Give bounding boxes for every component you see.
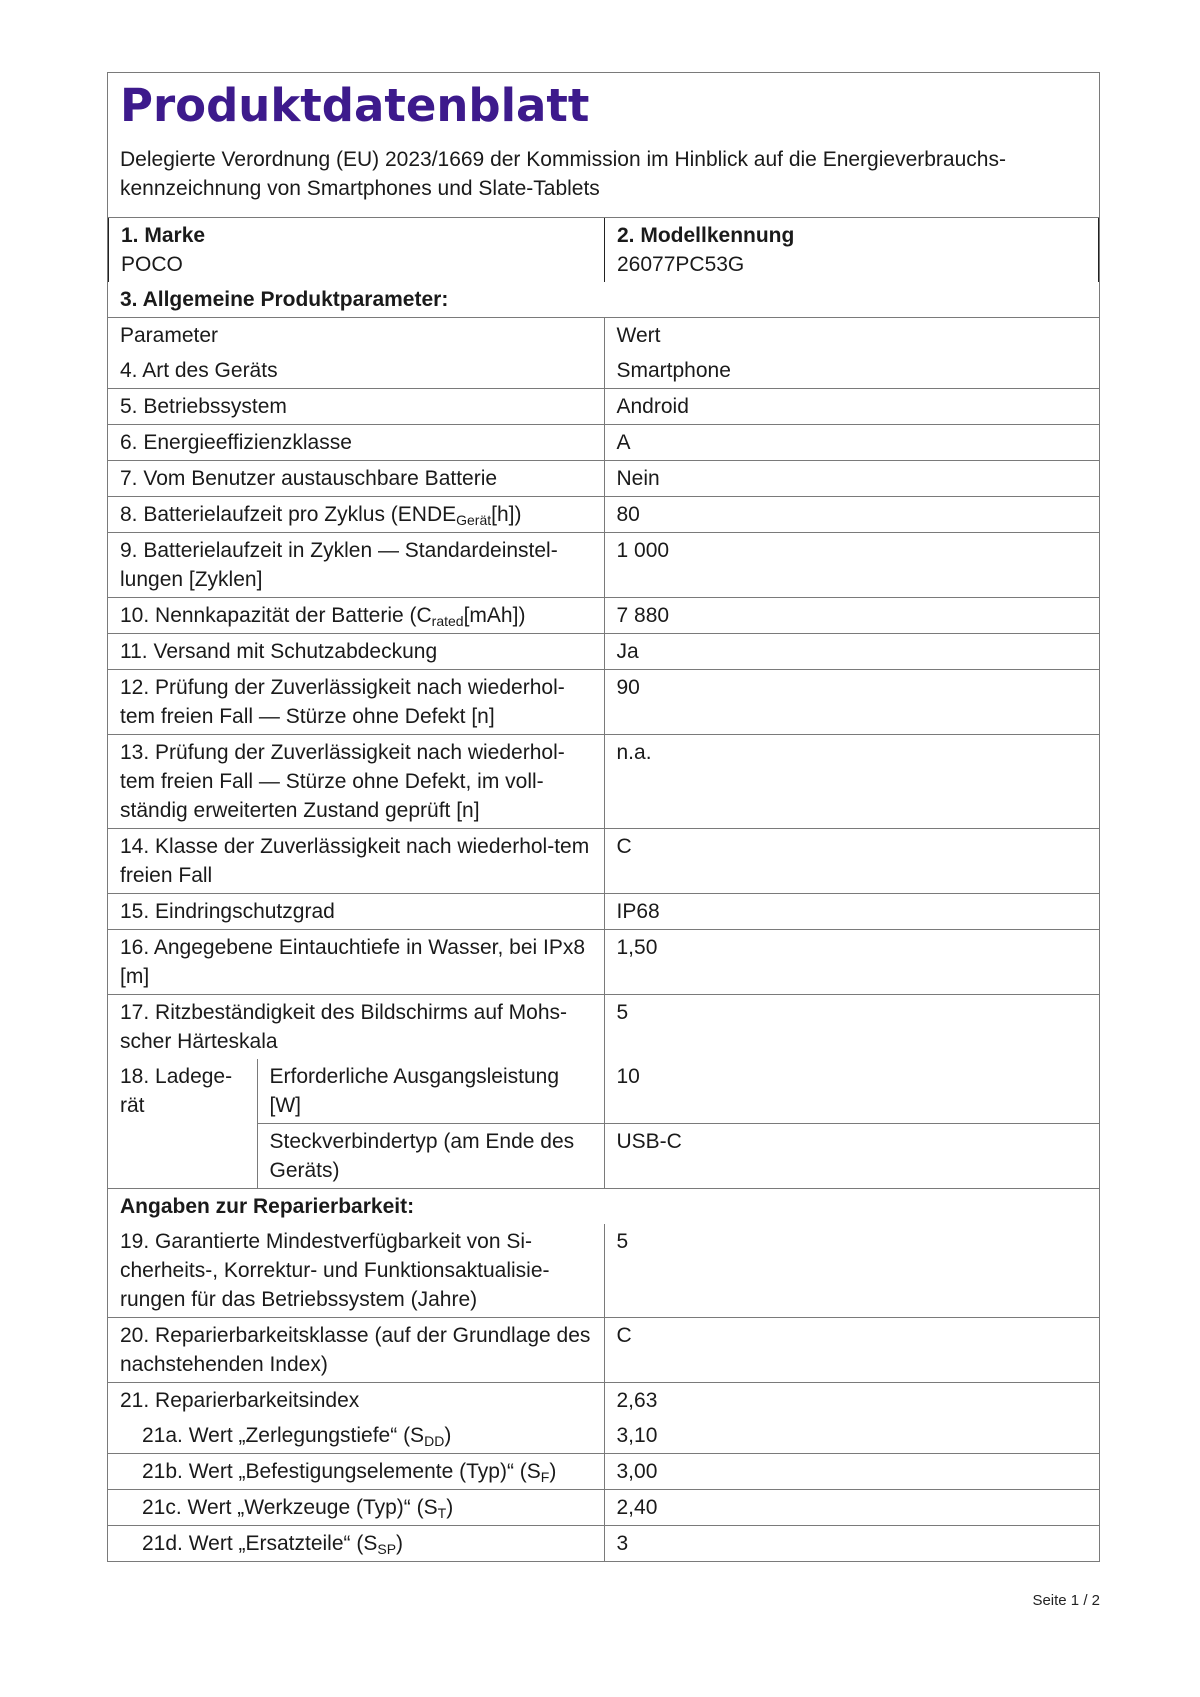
parameter-rows bbox=[108, 353, 1099, 1059]
general-section-row bbox=[108, 282, 1099, 318]
label-text: 8. Batterielaufzeit pro Zyklus (ENDE bbox=[120, 503, 457, 526]
parameter-label: 19. Garantierte Mindestverfügbarkeit von Si-cherheits-, Korrektur- und Funktionsaktualisie-rungen für das Betriebssystem (Jahre) bbox=[108, 1224, 604, 1318]
value-header: Wert bbox=[604, 318, 1099, 354]
charger-connector-row bbox=[108, 1124, 1099, 1189]
table-row bbox=[108, 1490, 1099, 1526]
model-value: 26077PC53G bbox=[617, 253, 745, 276]
parameter-label bbox=[108, 497, 604, 533]
parameter-value: 2,40 bbox=[604, 1490, 1099, 1526]
parameter-value: 2,63 bbox=[604, 1383, 1099, 1419]
parameter-label: 17. Ritzbeständigkeit des Bildschirms auf Mohs-scher Härteskala bbox=[108, 995, 604, 1060]
label-subscript: DD bbox=[424, 1433, 445, 1449]
table-row bbox=[108, 634, 1099, 670]
parameter-value: Ja bbox=[604, 634, 1099, 670]
identity-table bbox=[108, 218, 1099, 282]
label-subscript: rated bbox=[431, 613, 464, 629]
parameter-label: 21. Reparierbarkeitsindex bbox=[108, 1383, 604, 1419]
parameter-value: 3,10 bbox=[604, 1418, 1099, 1454]
page-number: Seite 1 / 2 bbox=[1032, 1592, 1100, 1609]
parameter-value: 3,00 bbox=[604, 1454, 1099, 1490]
parameter-label: 20. Reparierbarkeitsklasse (auf der Grundlage des nachstehenden Index) bbox=[108, 1318, 604, 1383]
label-text: 21b. Wert „Befestigungselemente (Typ)“ (S bbox=[142, 1460, 541, 1483]
parameter-value: 90 bbox=[604, 670, 1099, 735]
parameter-label bbox=[108, 1418, 604, 1454]
charger-output-label: Erforderliche Ausgangsleistung [W] bbox=[257, 1059, 604, 1124]
general-section-heading: 3. Allgemeine Produktparameter: bbox=[108, 282, 1099, 318]
label-subscript: T bbox=[437, 1505, 447, 1521]
parameter-value: Smartphone bbox=[604, 353, 1099, 389]
repair-rows bbox=[108, 1224, 1099, 1418]
parameter-value: C bbox=[604, 1318, 1099, 1383]
label-text: 21d. Wert „Ersatzteile“ (S bbox=[142, 1532, 378, 1555]
charger-label: 18. Ladege-rät bbox=[108, 1059, 257, 1189]
parameter-label: 14. Klasse der Zuverlässigkeit nach wiederhol-tem freien Fall bbox=[108, 829, 604, 894]
table-row bbox=[108, 497, 1099, 533]
label-subscript: F bbox=[540, 1469, 550, 1485]
label-text: 21a. Wert „Zerlegungstiefe“ (S bbox=[142, 1424, 425, 1447]
label-subscript: SP bbox=[377, 1541, 397, 1557]
sheet-header bbox=[108, 73, 1099, 218]
parameter-label: 4. Art des Geräts bbox=[108, 353, 604, 389]
parameter-label: 16. Angegebene Eintauchtiefe in Wasser, bei IPx8 [m] bbox=[108, 930, 604, 995]
table-row bbox=[108, 829, 1099, 894]
table-row bbox=[108, 425, 1099, 461]
parameter-value: 5 bbox=[604, 995, 1099, 1060]
table-row bbox=[108, 995, 1099, 1060]
parameter-label bbox=[108, 1490, 604, 1526]
label-text-end: ) bbox=[396, 1532, 404, 1555]
brand-value: POCO bbox=[121, 253, 183, 276]
table-row bbox=[108, 533, 1099, 598]
table-row bbox=[108, 1318, 1099, 1383]
repair-section-heading: Angaben zur Reparierbarkeit: bbox=[108, 1189, 1099, 1225]
parameter-value: Android bbox=[604, 389, 1099, 425]
parameter-label: 9. Batterielaufzeit in Zyklen — Standardeinstel-lungen [Zyklen] bbox=[108, 533, 604, 598]
table-row bbox=[108, 389, 1099, 425]
charger-output-row bbox=[108, 1059, 1099, 1124]
parameter-value: C bbox=[604, 829, 1099, 894]
label-text-end: ) bbox=[549, 1460, 557, 1483]
table-row bbox=[108, 598, 1099, 634]
parameter-value: A bbox=[604, 425, 1099, 461]
label-text-end: ) bbox=[444, 1424, 452, 1447]
parameter-label: 6. Energieeffizienzklasse bbox=[108, 425, 604, 461]
parameter-label bbox=[108, 1526, 604, 1562]
label-text: 21c. Wert „Werkzeuge (Typ)“ (S bbox=[142, 1496, 438, 1519]
table-row bbox=[108, 930, 1099, 995]
parameter-value: 80 bbox=[604, 497, 1099, 533]
product-data-sheet bbox=[107, 72, 1100, 1562]
parameter-label: 11. Versand mit Schutzabdeckung bbox=[108, 634, 604, 670]
brand-cell bbox=[109, 218, 605, 282]
page-title: Produktdatenblatt bbox=[120, 79, 590, 132]
column-header-row bbox=[108, 318, 1099, 354]
label-subscript: Gerät bbox=[456, 512, 492, 528]
regulation-subtitle: Delegierte Verordnung (EU) 2023/1669 der Kommission im Hinblick auf die Energieverbrauchs-kennzeichnung von Smartphones und Slate-Tablets bbox=[120, 148, 1006, 200]
parameter-value: 7 880 bbox=[604, 598, 1099, 634]
param-header: Parameter bbox=[108, 318, 604, 354]
label-text-end: [h]) bbox=[491, 503, 522, 526]
parameter-label: 12. Prüfung der Zuverlässigkeit nach wiederhol-tem freien Fall — Stürze ohne Defekt [n] bbox=[108, 670, 604, 735]
label-text: 10. Nennkapazität der Batterie (C bbox=[120, 604, 432, 627]
table-row bbox=[108, 1383, 1099, 1419]
parameter-value: 5 bbox=[604, 1224, 1099, 1318]
charger-connector-value: USB-C bbox=[604, 1124, 1099, 1189]
table-row bbox=[108, 894, 1099, 930]
parameter-label bbox=[108, 598, 604, 634]
charger-output-value: 10 bbox=[604, 1059, 1099, 1124]
table-row bbox=[108, 353, 1099, 389]
model-label: 2. Modellkennung bbox=[617, 224, 795, 247]
label-text-end: [mAh]) bbox=[463, 604, 526, 627]
table-row bbox=[108, 1454, 1099, 1490]
table-row bbox=[108, 1224, 1099, 1318]
parameter-label: 5. Betriebssystem bbox=[108, 389, 604, 425]
repair-section-row bbox=[108, 1189, 1099, 1225]
table-row bbox=[108, 1418, 1099, 1454]
table-row bbox=[108, 1526, 1099, 1562]
parameter-label: 13. Prüfung der Zuverlässigkeit nach wiederhol-tem freien Fall — Stürze ohne Defekt, im voll-ständig erweiterten Zustand geprüft [n] bbox=[108, 735, 604, 829]
parameter-value: 1 000 bbox=[604, 533, 1099, 598]
parameters-table bbox=[108, 282, 1099, 1561]
parameter-value: Nein bbox=[604, 461, 1099, 497]
parameter-label: 15. Eindringschutzgrad bbox=[108, 894, 604, 930]
repair-index-subrows bbox=[108, 1418, 1099, 1561]
label-text-end: ) bbox=[446, 1496, 454, 1519]
parameter-label bbox=[108, 1454, 604, 1490]
parameter-label: 7. Vom Benutzer austauschbare Batterie bbox=[108, 461, 604, 497]
brand-label: 1. Marke bbox=[121, 224, 206, 247]
table-row bbox=[108, 461, 1099, 497]
identity-row bbox=[109, 218, 1099, 282]
charger-connector-label: Steckverbindertyp (am Ende des Geräts) bbox=[257, 1124, 604, 1189]
table-row bbox=[108, 670, 1099, 735]
table-row bbox=[108, 735, 1099, 829]
model-cell bbox=[605, 218, 1099, 282]
parameter-value: 1,50 bbox=[604, 930, 1099, 995]
parameter-value: n.a. bbox=[604, 735, 1099, 829]
parameter-value: IP68 bbox=[604, 894, 1099, 930]
parameter-value: 3 bbox=[604, 1526, 1099, 1562]
